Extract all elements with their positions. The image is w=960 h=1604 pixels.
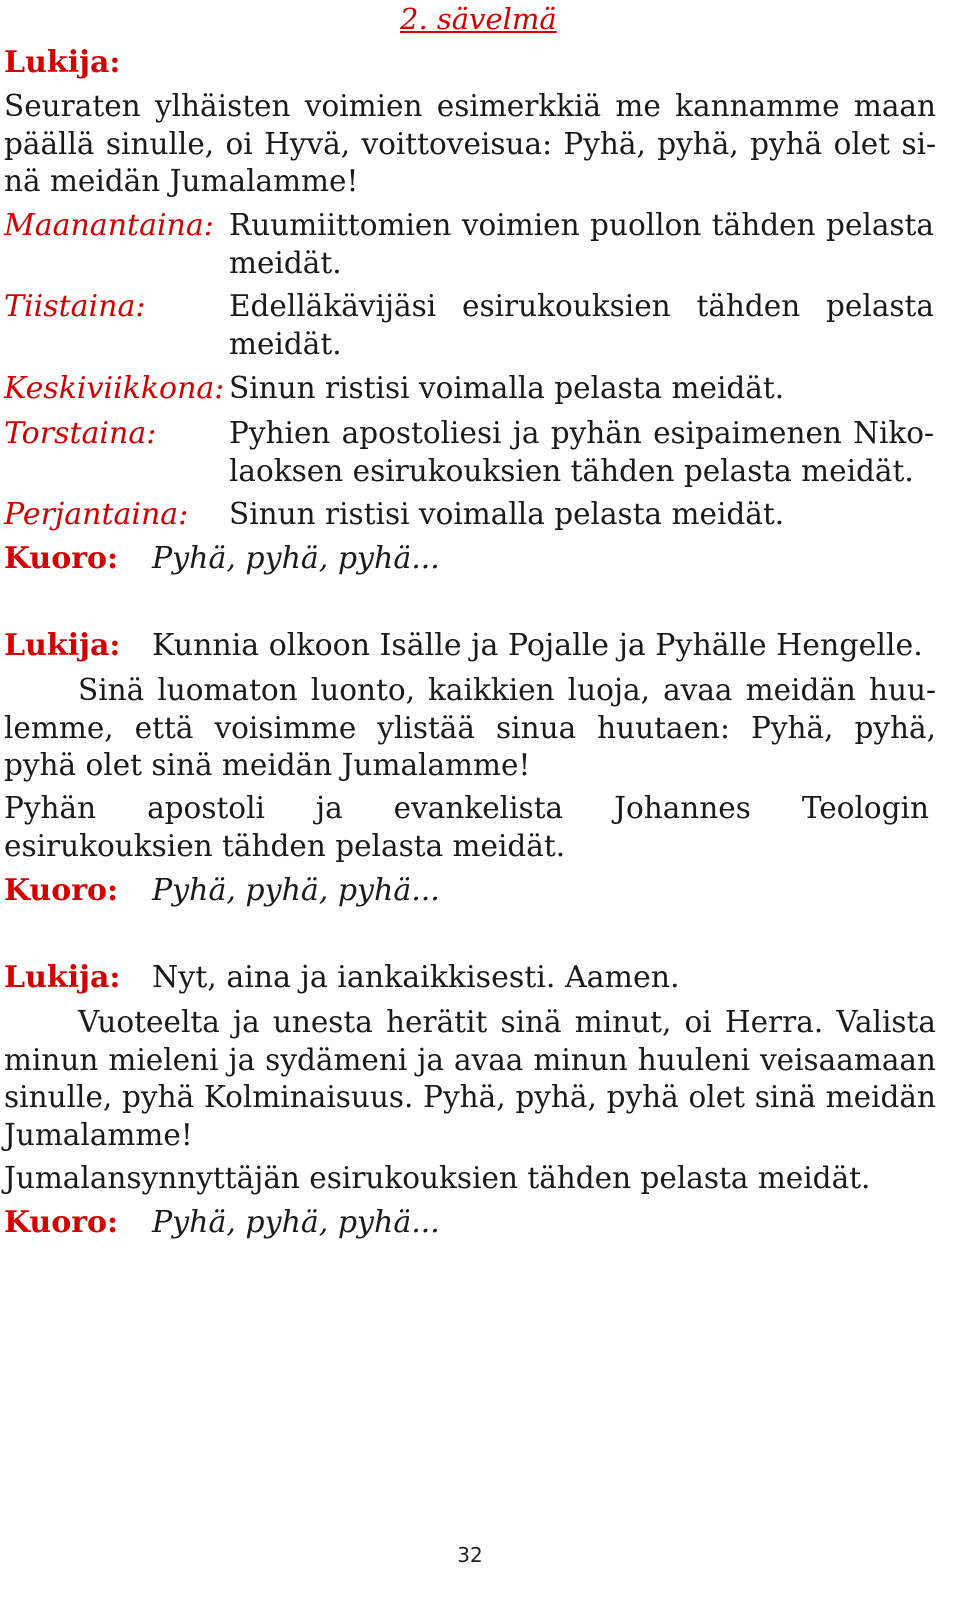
choir-text: Pyhä, pyhä, pyhä... bbox=[152, 873, 440, 908]
day-text-monday: Ruumiittomien voimien puollon tähden pelasta meidät. bbox=[229, 208, 934, 280]
day-text-tuesday: Edelläkävijäsi esirukouksien tähden pelasta meidät. bbox=[229, 289, 934, 361]
choir-label: Kuoro: bbox=[4, 541, 119, 576]
tone-heading: 2. sävelmä bbox=[400, 2, 557, 36]
reader-label: Lukija: bbox=[4, 45, 121, 80]
intercession-text: Pyhän apostoli ja evankelista Johannes Teologin esirukouksien tähden pelasta meidät. bbox=[4, 791, 929, 863]
page-number: 32 bbox=[457, 1543, 483, 1567]
reader-text: Seuraten ylhäisten voimien esimerkkiä me kannamme maan päällä sinulle, oi Hyvä, voittoveisua: Pyhä, pyhä, pyhä olet sinä meidän Jumalamme! bbox=[4, 89, 936, 198]
day-text-wednesday: Sinun ristisi voimalla pelasta meidät. bbox=[229, 371, 785, 405]
day-text-thursday: Pyhien apostoliesi ja pyhän esipaimenen Nikolaoksen esirukouksien tähden pelasta meidät. bbox=[229, 416, 934, 488]
prayer-paragraph: Vuoteelta ja unesta herätit sinä minut, oi Herra. Valista minun mieleni ja sydämeni ja avaa minun huuleni veisaamaan sinulle, pyhä Kolminaisuus. Pyhä, pyhä, pyhä olet sinä meidän Jumalamme! bbox=[4, 1005, 936, 1152]
day-label-thursday: Torstaina: bbox=[4, 416, 157, 451]
choir-label: Kuoro: bbox=[4, 873, 119, 908]
choir-text: Pyhä, pyhä, pyhä... bbox=[152, 1205, 440, 1240]
amen-line: Nyt, aina ja iankaikkisesti. Aamen. bbox=[152, 960, 680, 995]
choir-label: Kuoro: bbox=[4, 1205, 119, 1240]
intercession-text: Jumalansynnyttäjän esirukouksien tähden pelasta meidät. bbox=[4, 1161, 871, 1195]
doxology-line: Kunnia olkoon Isälle ja Pojalle ja Pyhälle Hengelle. bbox=[152, 628, 923, 663]
reader-label: Lukija: bbox=[4, 628, 121, 663]
day-label-tuesday: Tiistaina: bbox=[4, 289, 146, 324]
choir-text: Pyhä, pyhä, pyhä... bbox=[152, 541, 440, 576]
reader-label: Lukija: bbox=[4, 960, 121, 995]
day-label-wednesday: Keskiviikkona: bbox=[4, 371, 225, 406]
day-label-friday: Perjantaina: bbox=[4, 497, 189, 532]
day-text-friday: Sinun ristisi voimalla pelasta meidät. bbox=[229, 497, 785, 531]
prayer-paragraph: Sinä luomaton luonto, kaikkien luoja, avaa meidän huulemme, että voisimme ylistää sinua huutaen: Pyhä, pyhä, pyhä olet sinä meidän Jumalamme! bbox=[4, 673, 936, 782]
day-label-monday: Maanantaina: bbox=[4, 208, 214, 243]
